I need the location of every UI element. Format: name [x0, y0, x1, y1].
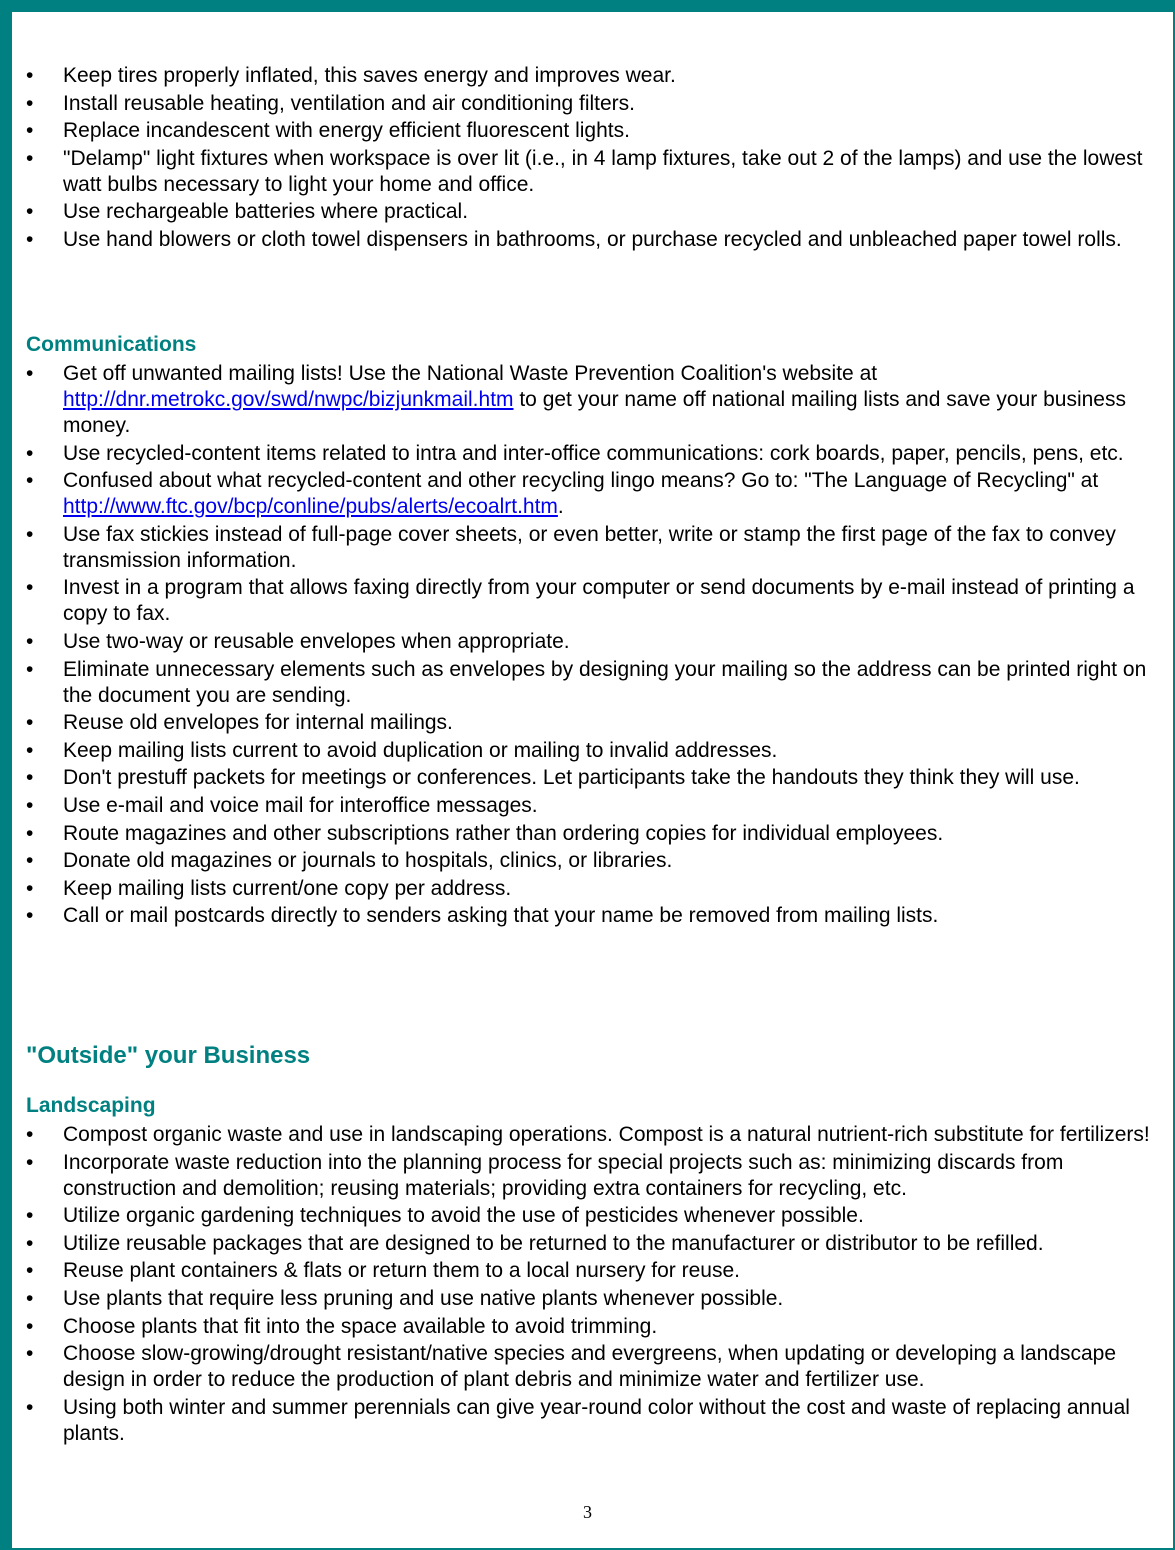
- list-item: [26, 146, 1156, 198]
- list-item-text: Use fax stickies instead of full-page cover sheets, or even better, write or stamp the first page of the fax to convey transmission information.: [63, 522, 1116, 572]
- energy-list: [26, 63, 1156, 253]
- bullet: •: [26, 1342, 34, 1366]
- bullet: •: [26, 1314, 34, 1338]
- list-item: [26, 793, 1156, 819]
- list-item-text: Use plants that require less pruning and use native plants whenever possible.: [63, 1286, 784, 1310]
- bullet: •: [26, 821, 34, 845]
- bullet: •: [26, 793, 34, 817]
- landscaping-heading: Landscaping: [26, 1094, 156, 1117]
- outside-section: [26, 1042, 1156, 1070]
- bullet: •: [26, 1286, 34, 1310]
- list-item: [26, 1122, 1156, 1148]
- landscaping-list: [26, 1122, 1156, 1447]
- list-item-text: Call or mail postcards directly to senders asking that your name be removed from mailing lists.: [63, 904, 939, 928]
- list-item-text: Donate old magazines or journals to hospitals, clinics, or libraries.: [63, 849, 673, 873]
- list-item: [26, 848, 1156, 874]
- list-item: [26, 710, 1156, 736]
- list-item-text: Install reusable heating, ventilation and air conditioning filters.: [63, 91, 636, 115]
- list-item: [26, 1203, 1156, 1229]
- list-item: [26, 629, 1156, 655]
- bullet: •: [26, 876, 34, 900]
- list-item: [26, 1341, 1156, 1393]
- list-item: [26, 738, 1156, 764]
- list-item: [26, 63, 1156, 89]
- list-item-text: Use rechargeable batteries where practical.: [63, 200, 469, 224]
- list-item: [26, 1150, 1156, 1202]
- bullet: •: [26, 738, 34, 762]
- list-item-text: Eliminate unnecessary elements such as envelopes by designing your mailing so the address can be printed right on the document you are sending.: [63, 657, 1147, 707]
- bullet: •: [26, 1231, 34, 1255]
- bullet: •: [26, 119, 34, 143]
- list-item: [26, 1231, 1156, 1257]
- list-item: [26, 1314, 1156, 1340]
- list-item-text: Reuse plant containers & flats or return them to a local nursery for reuse.: [63, 1259, 740, 1283]
- landscaping-section: [26, 1093, 1156, 1448]
- list-item: [26, 227, 1156, 253]
- list-item: [26, 876, 1156, 902]
- list-item-text: Reuse old envelopes for internal mailings.: [63, 711, 453, 735]
- list-item-text: Utilize reusable packages that are designed to be returned to the manufacturer or distributor to be refilled.: [63, 1231, 1044, 1255]
- list-item-text: Don't prestuff packets for meetings or conferences. Let participants take the handouts they think they will use.: [63, 766, 1080, 790]
- list-item-text: Choose slow-growing/drought resistant/native species and evergreens, when updating or developing a landscape design in order to reduce the production of plant debris and minimize water and fertilizer use.: [63, 1342, 1116, 1392]
- bullet: •: [26, 200, 34, 224]
- bullet: •: [26, 576, 34, 600]
- list-item: • Use recycled-content items related to intra and inter-office communications: cork boards, paper, pencils, pens, etc.: [26, 441, 1124, 465]
- list-item: [26, 1286, 1156, 1312]
- list-item-text: Route magazines and other subscriptions rather than ordering copies for individual employees.: [63, 821, 944, 845]
- list-item-text: Compost organic waste and use in landscaping operations. Compost is a natural nutrient-rich substitute for fertilizers!: [63, 1123, 1150, 1146]
- list-item-text: Incorporate waste reduction into the planning process for special projects such as: minimizing discards from construction and demolition; reusing materials; providing extra containers for recycling, etc.: [63, 1150, 1064, 1200]
- list-item-text: Keep mailing lists current/one copy per address.: [63, 876, 512, 900]
- bullet: •: [26, 1395, 34, 1419]
- outside-heading: "Outside" your Business: [26, 1042, 311, 1069]
- list-item: [26, 118, 1156, 144]
- communications-heading: Communications: [26, 333, 197, 356]
- list-item-text: Keep tires properly inflated, this saves energy and improves wear.: [63, 64, 676, 87]
- list-item-text: Use two-way or reusable envelopes when appropriate.: [63, 629, 570, 653]
- list-item-text: "Delamp" light fixtures when workspace is over lit (i.e., in 4 lamp fixtures, take out 2 of the lamps) and use the lowest watt bulbs necessary to light your home and office.: [63, 146, 1143, 196]
- page-number: 3: [583, 1502, 592, 1522]
- list-item-text: Keep mailing lists current to avoid duplication or mailing to invalid addresses.: [63, 738, 778, 762]
- bullet: •: [26, 657, 34, 681]
- bullet: •: [26, 1123, 34, 1146]
- list-item-text: Using both winter and summer perennials can give year-round color without the cost and waste of replacing annual plants.: [63, 1395, 1130, 1445]
- list-item: [26, 1395, 1156, 1447]
- bullet: •: [26, 227, 34, 251]
- list-item: [26, 821, 1156, 847]
- list-item: • Confused about what recycled-content and other recycling lingo means? Go to: "The Language of Recycling" at http://www.ftc.gov/bcp/conline/pubs/alerts/ecoalrt.htm.: [26, 469, 1099, 519]
- list-item: [26, 91, 1156, 117]
- list-item-text: Invest in a program that allows faxing directly from your computer or send documents by e-mail instead of printing a copy to fax.: [63, 576, 1135, 626]
- list-item: [26, 522, 1156, 574]
- energy-section: [26, 63, 1156, 255]
- ftc-link[interactable]: http://www.ftc.gov/bcp/conline/pubs/alerts/ecoalrt.htm: [63, 495, 558, 519]
- list-item-text: Use hand blowers or cloth towel dispensers in bathrooms, or purchase recycled and unbleached paper towel rolls.: [63, 227, 1122, 251]
- bullet: •: [26, 64, 34, 87]
- bullet: •: [26, 1204, 34, 1228]
- communications-list: [26, 361, 1156, 929]
- list-item-text: Replace incandescent with energy efficient fluorescent lights.: [63, 119, 630, 143]
- list-item: [26, 657, 1156, 709]
- bullet: •: [26, 711, 34, 735]
- list-item: [26, 575, 1156, 627]
- list-item: [26, 1258, 1156, 1284]
- junkmail-link[interactable]: http://dnr.metrokc.gov/swd/nwpc/bizjunkmail.htm: [63, 388, 514, 411]
- bullet: •: [26, 849, 34, 873]
- bullet: •: [26, 1150, 34, 1174]
- bullet: •: [26, 1259, 34, 1283]
- bullet: •: [26, 904, 34, 928]
- bullet: •: [26, 766, 34, 790]
- bullet: •: [26, 91, 34, 115]
- list-item: [26, 903, 1156, 929]
- list-item: • Get off unwanted mailing lists! Use the National Waste Prevention Coalition's website at http://dnr.metrokc.gov/swd/nwpc/bizjunkmail.htm to get your name off national mailing lists and save your business money.: [26, 362, 1126, 437]
- list-item: [26, 199, 1156, 225]
- list-item: [26, 765, 1156, 791]
- list-item-text: Utilize organic gardening techniques to avoid the use of pesticides whenever possible.: [63, 1204, 864, 1228]
- bullet: •: [26, 629, 34, 653]
- communications-section: [26, 332, 1156, 931]
- list-item-text: Choose plants that fit into the space available to avoid trimming.: [63, 1314, 658, 1338]
- bullet: •: [26, 522, 34, 546]
- bullet: •: [26, 146, 34, 170]
- list-item-text: Use e-mail and voice mail for interoffice messages.: [63, 793, 538, 817]
